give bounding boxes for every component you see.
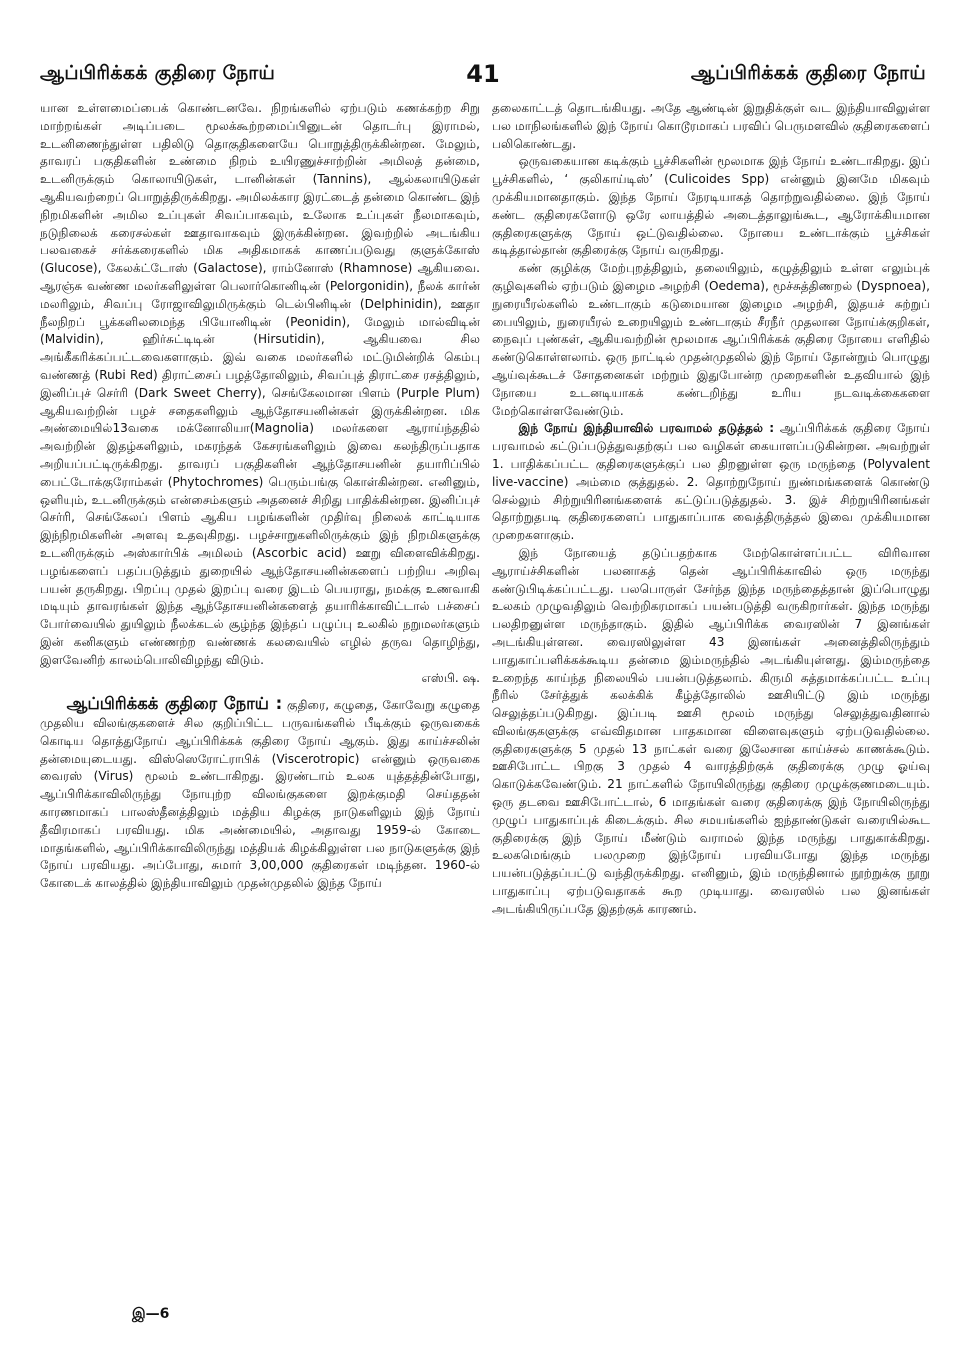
prevention-text: ஆப்பிரிக்கக் குதிரை நோய் பரவாமல் கட்டுப்படுத்துவதற்குப் பல வழிகள் கையாளப்படுகின்றன. அவற்றுள் 1. பாதிக்கப்பட்ட குதிரைகளுக்குப் பல திறனுள்ள ஒரு மருந்தை (Polyvalent live-vaccine) அம்மை குத்துதல். 2. தொற்றுநோய் நுண்மங்களைக் கொண்டு செல்லும் சிற்றுயிரினங்களைக் கட்டுப்படுத்துதல். 3. இச் சிற்றுயிரினங்கள் தொற்றுதபடி குதிரைகளைப் பாதுகாப்பாக வைத்திருத்தல் இவை முக்கியமான முறைகளாகும். — [492, 421, 930, 543]
entry-paragraph — [40, 695, 480, 893]
signature-mark: இ—6 — [132, 1306, 170, 1322]
running-header — [40, 52, 926, 96]
prevention-subheading: இந் நோய் இந்தியாவில் பரவாமல் தடுத்தல் : — [518, 421, 775, 436]
right-paragraph-1: தலைகாட்டத் தொடங்கியது. அதே ஆண்டின் இறுதிக்குள் வட இந்தியாவிலுள்ள பல மாநிலங்களில் இந் நோய் கொடூரமாகப் பரவிப் பெருமளவில் குதிரைகளைப் பலிகொண்டது. — [492, 101, 930, 151]
entry-title: ஆப்பிரிக்கக் குதிரை நோய் : — [66, 694, 283, 714]
right-paragraph-5: இந் நோயைத் தடுப்பதற்காக மேற்கொள்ளப்பட்ட விரிவான ஆராய்ச்சிகளின் பலனாகத் தென் ஆப்பிரிக்காவில் ஒரு மருந்து கண்டுபிடிக்கப்பட்டது. பலபொருள் சேர்ந்த இந்த மருந்தைத்தான் இப்பொழுது உலகம் முழுவதிலும் வெற்றிகரமாகப் பயன்படுத்தி வருகிறார்கள். இந்த மருந்து பலதிறனுள்ள மருந்தாகும். இதில் ஆப்பிரிக்க வைரஸின் 7 இனங்கள் அடங்கியுள்ளன. வைரஸிலுள்ள 43 இனங்கள் அனைத்திலிருந்தும் பாதுகாப்பளிக்கக்கூடிய தன்மை இம்மருந்தில் அடங்கியுள்ளது. இம்மருந்தை உறைந்த காய்ந்த நிலையில் பயன்படுத்தலாம். கிருமி சுத்தமாக்கப்பட்ட உப்பு நீரில் சேர்த்துக் கலக்கிக் கீழ்த்தோலில் ஊசியிட்டு இம் மருந்து செலுத்தப்படுகிறது. இப்படி ஊசி மூலம் மருந்து செலுத்துவதினால் விலங்குகளுக்கு எவ்விதமான பாதகமான விளைவுகளும் ஏற்படுவதில்லை. குதிரைகளுக்கு 5 முதல் 13 நாட்கள் வரை இலேசான காய்ச்சல் காணக்கூடும். ஊசிபோட்ட பிறகு 3 முதல் 4 வாரத்திற்குக் குதிரைக்கு முழு ஓய்வு கொடுக்கவேண்டும். 21 நாட்களில் நோயிலிருந்து குதிரை முழுக்குணமடையும். ஒரு தடவை ஊசிபோட்டால், 6 மாதங்கள் வரை குதிரைக்கு இந் நோயிலிருந்து முழுப் பாதுகாப்புக் கிடைக்கும். சில சமயங்களில் ஐந்தாண்டுகள் வரையில்கூட குதிரைக்கு இந் நோய் மீண்டும் வராமல் இந்த மருந்து பாதுகாக்கிறது. உலகமெங்கும் பலமுறை இந்நோய் பரவியபோது இந்த மருந்து பயன்படுத்தப்பட்டு வந்திருக்கிறது. எனினும், இம் மருந்தினால் நூற்றுக்கு நூறு பாதுகாப்பு ஏற்படுவதாகக் கூற முடியாது. வைரஸில் பல இனங்கள் அடங்கியிருப்பதே இதற்குக் காரணம். — [492, 545, 930, 916]
left-paragraph-1: யான உள்ளமைப்பைக் கொண்டனவே. நிறங்களில் ஏற்படும் கணக்கற்ற சிறு மாற்றங்கள் அடிப்படை மூலக்கூற்றமைப்பினுடன் தொடர்பு இராமல், உடனிணைந்துள்ள பதிலிடு தொகுதிகளையே பொறுத்திருக்கின்றன. மேலும், தாவரப் பகுதிகளின் உண்மை நிறம் உயிரணுச்சாற்றின் அமிலத் தன்மை, உடனிருக்கும் கொலாயிடுகள், டானின்கள் (Tannins), ஆல்கலாயிடுகள் ஆகியவற்றைப் பொறுத்திருக்கிறது. அமிலக்கார இரட்டைத் தன்மை கொண்ட இந் நிறமிகளின் அமில உப்புகள் சிவப்பாகவும், உலோக உப்புகள் நீலமாகவும், நடுநிலைக் கரைசல்கள் ஊதாவாகவும் இருக்கின்றன. இவற்றில் அடங்கிய பலவகைச் சர்க்கரைகளில் மிக அதிகமாகக் காணப்படுவது குளுக்கோஸ் (Glucose), கேலக்ட்டோஸ் (Galactose), ராம்னோஸ் (Rhamnose) ஆகியவை. ஆரஞ்சு வண்ண மலர்களிலுள்ள பெலார்கொனிடின் (Pelorgonidin), நீலக் கார்ன் மலரிலும், சிவப்பு ரோஜாவிலுமிருக்கும் டெல்பினிடின் (Delphinidin), ஊதா நீலநிறப் பூக்களிலமைந்த பியோனிடின் (Peonidin), மேலும் மால்விடின் (Malvidin), ஹிர்சுட்டிடின் (Hirsutidin), ஆகியவை சில அங்கீகரிக்கப்பட்டவைகளாகும். இவ் வகை மலர்களில் மட்டுமின்றிக் கெம்பு வண்ணத் (Rubi Red) திராட்சைப் பழத்தோலிலும், சிவப்புத் திராட்சை ரசத்திலும், இனிப்புச் செர்ரி (Dark Sweet Cherry), செங்கேலமான பிளம் (Purple Plum) ஆகியவற்றின் பழச் சதைகளிலும் ஆந்தோசயனின்கள் இருக்கின்றன. மிக அண்மையில்13வகை மக்னோலியா(Magnolia) மலர்களை ஆராய்ந்ததில் அவற்றின் இதழ்களிலும், மகரந்தக் கேசரங்களிலும் இவை கலந்திருப்பதாக அறியப்பட்டிருக்கிறது. தாவரப் பகுதிகளின் ஆந்தோசயனின் தயாரிப்பில் பைட்டோக்குரோம்கள் (Phytochromes) பெரும்பங்கு கொள்கின்றன. எனினும், ஒளியும், உடனிருக்கும் என்சைம்களும் அதனைச் சிறிது பாதிக்கின்றன. இனிப்புச் செர்ரி, செங்கேலப் பிளம் ஆகிய பழங்களின் முதிர்வு நிலைக் காட்டியாக இந்நிறமிகளின் அளவு உதவுகிறது. பழச்சாறுகளிலிருக்கும் இந் நிறமிகளுக்கு உடனிருக்கும் அஸ்கார்பிக் அமிலம் (Ascorbic acid) ஊறு விளைவிக்கிறது. பழங்களைப் பதப்படுத்தும் துறையில் ஆந்தோசயனின்களைப் பற்றிய அறிவு பயன் தருகிறது. பிறப்பு முதல் இறப்பு வரை இடம் பெயராது, நமக்கு உணவாகி மடியும் தாவரங்கள் இந்த ஆந்தோசயனின்களைத் தயாரிக்காவிட்டால் பச்சைப் போர்வையில் துயிலும் நீலக்கடல் சூழ்ந்த இந்தப் பழுப்பு உலகில் நறுமலர்களும் இன் கனிகளும் எண்ணற்ற வண்ணக் கலவையில் எழில் தருவ தொழிந்து, இளவேனிற் காலம்பொலிவிழந்து விடும். — [40, 101, 480, 667]
page-number: 41 — [466, 60, 500, 88]
right-paragraph-3: கண் குழிக்கு மேற்புறத்திலும், தலையிலும், கழுத்திலும் உள்ள எலும்புக் குழிவுகளில் ஏற்படும் இழைம அழற்சி (Oedema), மூச்சுத்திணறல் (Dyspnoea), நுரையீரல்களில் உண்டாகும் கடுமையான இழைம அழற்சி, இதயச் சுற்றுப் பையிலும், நுரையீரல் உறையிலும் உண்டாகும் சீரநீர் முதலான நோய்க்குறிகள், நைவுப் புண்கள், ஆகியவற்றின் மூலமாக ஆப்பிரிக்கக் குதிரை நோயை எளிதில் கண்டுகொள்ளலாம். ஒரு நாட்டில் முதன்முதலில் இந் நோய் தோன்றும் பொழுது ஆய்வுக்கூடச் சோதனைகள் மற்றும் இதுபோன்ற முறைகளின் உதவியால் இந் நோயை உடனடியாகக் கண்டறிந்து உரிய நடவடிக்கைகளை மேற்கொள்ளவேண்டும். — [492, 261, 930, 418]
right-column — [492, 100, 930, 919]
entry-text: குதிரை, கழுதை, கோவேறு கழுதை முதலிய விலங்குகளைச் சில குறிப்பிட்ட பருவங்களில் பீடிக்கும் ஒருவகைக் கொடிய தொத்துநோய் ஆப்பிரிக்கக் குதிரை நோய் ஆகும். இது காய்ச்சலின் தன்மையுடையது. விஸ்ஸெரோட்ராபிக் (Viscerotropic) என்னும் ஒருவகை வைரஸ் (Virus) மூலம் உண்டாகிறது. இரண்டாம் உலக யுத்தத்தின்போது, ஆப்பிரிக்காவிலிருந்து நோயுற்ற விலங்குகளை இறக்குமதி செய்ததன் காரணமாகப் பாலஸ்தீனத்திலும் மத்திய கிழக்கு நாடுகளிலும் இந் நோய் தீவிரமாகப் பரவியது. மிக அண்மையில், அதாவது 1959-ல் கோடை மாதங்களில், ஆப்பிரிக்காவிலிருந்து மத்தியக் கிழக்கிலுள்ள பல நாடுகளுக்கு இந் நோய் பரவியது. அப்போது, சுமார் 3,00,000 குதிரைகள் மடிந்தன. 1960-ல் கோடைக் காலத்தில் இந்தியாவிலும் முதன்முதலில் இந்த நோய் — [40, 698, 480, 891]
author-signature: எஸ்பி. ஷ. — [421, 670, 480, 685]
header-right-title: ஆப்பிரிக்கக் குதிரை நோய் — [690, 61, 926, 84]
right-paragraph-2: ஒருவகையான கடிக்கும் பூச்சிகளின் மூலமாக இந் நோய் உண்டாகிறது. இப் பூச்சிகளில், ‘ குலிகாய்டிஸ்’ (Culicoides Spp) என்னும் இனமே மிகவும் முக்கியமானதாகும். இந்த நோய் நேரடியாகத் தொற்றுவதில்லை. இந் நோய் கண்ட குதிரைகளோடு ஒரே லாயத்தில் அடைத்தாலுங்கூட, ஆரோக்கியமான குதிரைகளுக்கு நோய் ஒட்டுவதில்லை. நோயை உண்டாக்கும் பூச்சிகள் கடித்தால்தான் குதிரைக்கு நோய் வருகிறது. — [492, 154, 930, 258]
header-left-title: ஆப்பிரிக்கக் குதிரை நோய் — [40, 61, 276, 84]
prevention-paragraph — [492, 420, 930, 545]
left-column — [40, 100, 480, 893]
